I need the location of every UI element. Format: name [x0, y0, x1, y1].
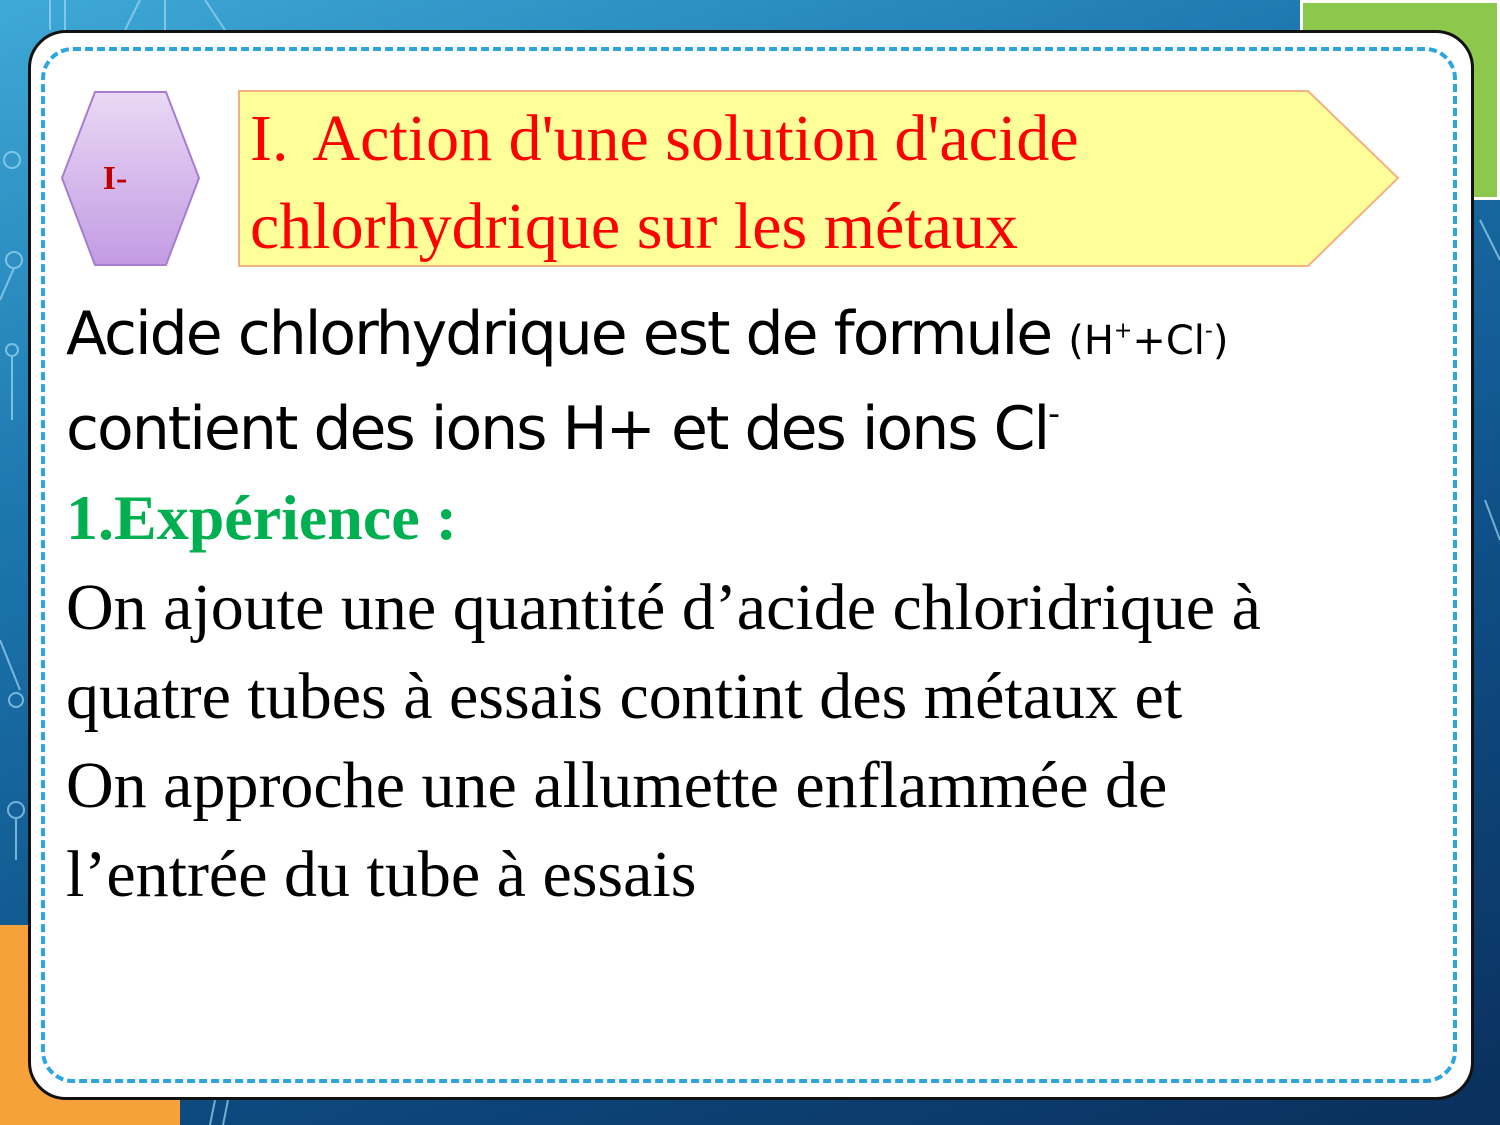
experience-heading: 1.Expérience : [66, 482, 457, 553]
section-badge-label: I- [102, 159, 128, 197]
section-title-line1 [250, 95, 1280, 183]
body-line-formula [66, 290, 1446, 385]
formula-mid: +Cl [1132, 318, 1205, 364]
section-title [250, 95, 1280, 271]
paragraph-line: l’entrée du tube à essais [66, 838, 697, 911]
body-line-ions [66, 385, 1446, 473]
section-title-number: I. [250, 102, 289, 175]
paragraph-line: quatre tubes à essais contint des métaux et [66, 660, 1183, 733]
formula-close: ) [1212, 318, 1229, 364]
body-line2-text: contient des ions H+ et des ions Cl [66, 394, 1049, 464]
section-title-text-line1: Action d'une solution d'acide [312, 102, 1079, 175]
formula-charge-plus: + [1113, 318, 1133, 344]
body-line1-text: Acide chlorhydrique est de formule [66, 299, 1069, 369]
body-line2-charge: - [1048, 393, 1059, 433]
paragraph-line: On ajoute une quantité d’acide chloridrique à [66, 571, 1261, 644]
section-title-text-line2: chlorhydrique sur les métaux [250, 190, 1018, 263]
paragraph-line: On approche une allumette enflammée de [66, 749, 1168, 822]
formula-open: (H [1068, 318, 1114, 364]
chemical-formula [1068, 318, 1228, 364]
slide-body [66, 290, 1446, 919]
formula-charge-minus: - [1204, 318, 1213, 344]
